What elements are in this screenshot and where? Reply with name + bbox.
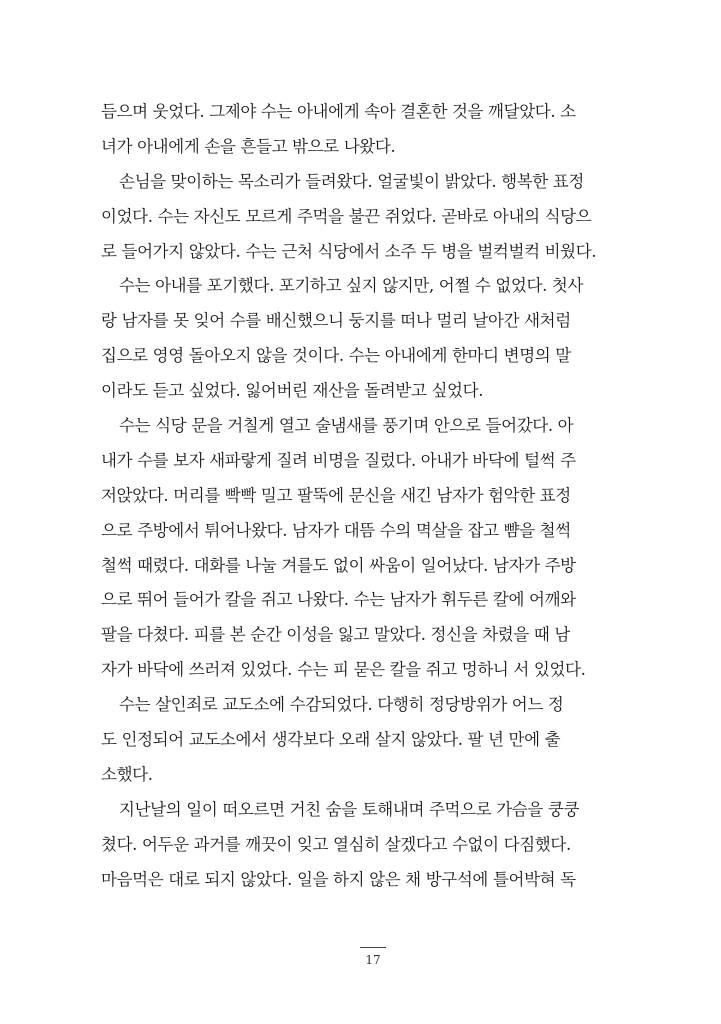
page-number-rule	[360, 947, 386, 948]
text-line: 수는 살인죄로 교도소에 수감되었다. 다행히 정당방위가 어느 정	[119, 695, 564, 715]
text-line: 내가 수를 보자 새파랗게 질려 비명을 질렀다. 아내가 바닥에 털썩 주	[101, 450, 576, 470]
text-line: 이라도 듣고 싶었다. 잃어버린 재산을 돌려받고 싶었다.	[101, 381, 484, 401]
text-line: 로 들어가지 않았다. 수는 근처 식당에서 소주 두 병을 벌컥벌컥 비웠다.	[101, 241, 597, 261]
text-line: 팔을 다쳤다. 피를 본 순간 이성을 잃고 말았다. 정신을 차렸을 때 남	[101, 625, 570, 645]
text-line: 집으로 영영 돌아오지 않을 것이다. 수는 아내에게 한마디 변명의 말	[101, 346, 571, 366]
text-line: 도 인정되어 교도소에서 생각보다 오래 살지 않았다. 팔 년 만에 출	[101, 730, 561, 750]
text-line: 저앉았다. 머리를 빡빡 밀고 팔뚝에 문신을 새긴 남자가 험악한 표정	[101, 485, 571, 505]
text-line: 으로 뛰어 들어가 칼을 쥐고 나왔다. 수는 남자가 휘두른 칼에 어깨와	[101, 590, 576, 610]
body-text	[101, 95, 621, 897]
text-line: 듬으며 웃었다. 그제야 수는 아내에게 속아 결혼한 것을 깨달았다. 소	[101, 102, 576, 121]
text-line: 철썩 때렸다. 대화를 나눌 겨를도 없이 싸움이 일어났다. 남자가 주방	[101, 555, 576, 575]
text-line: 수는 식당 문을 거칠게 열고 술냄새를 풍기며 안으로 들어갔다. 아	[119, 416, 574, 436]
text-line: 으로 주방에서 튀어나왔다. 남자가 대뜸 수의 멱살을 잡고 뺨을 철썩	[101, 520, 571, 540]
text-line: 소했다.	[101, 764, 153, 784]
text-line: 녀가 아내에게 손을 흔들고 밖으로 나왔다.	[101, 136, 396, 156]
text-line: 지난날의 일이 떠오르면 거친 숨을 토해내며 주먹으로 가슴을 쿵쿵	[119, 799, 580, 819]
text-line: 마음먹은 대로 되지 않았다. 일을 하지 않은 채 방구석에 틀어박혀 독	[101, 869, 576, 889]
text-line: 수는 아내를 포기했다. 포기하고 싶지 않지만, 어쩔 수 없었다. 첫사	[119, 276, 584, 296]
text-line: 자가 바닥에 쓰러져 있었다. 수는 피 묻은 칼을 쥐고 멍하니 서 있었다.	[101, 660, 586, 680]
text-line: 랑 남자를 못 잊어 수를 배신했으니 둥지를 떠나 멀리 날아간 새처럼	[101, 311, 571, 331]
text-line: 이었다. 수는 자신도 모르게 주먹을 불끈 쥐었다. 곧바로 아내의 식당으	[101, 206, 592, 226]
page-number: 17	[365, 953, 381, 967]
text-line: 쳤다. 어두운 과거를 깨끗이 잊고 열심히 살겠다고 수없이 다짐했다.	[101, 834, 571, 854]
text-line: 손님을 맞이하는 목소리가 들려왔다. 얼굴빛이 밝았다. 행복한 표정	[119, 171, 584, 191]
